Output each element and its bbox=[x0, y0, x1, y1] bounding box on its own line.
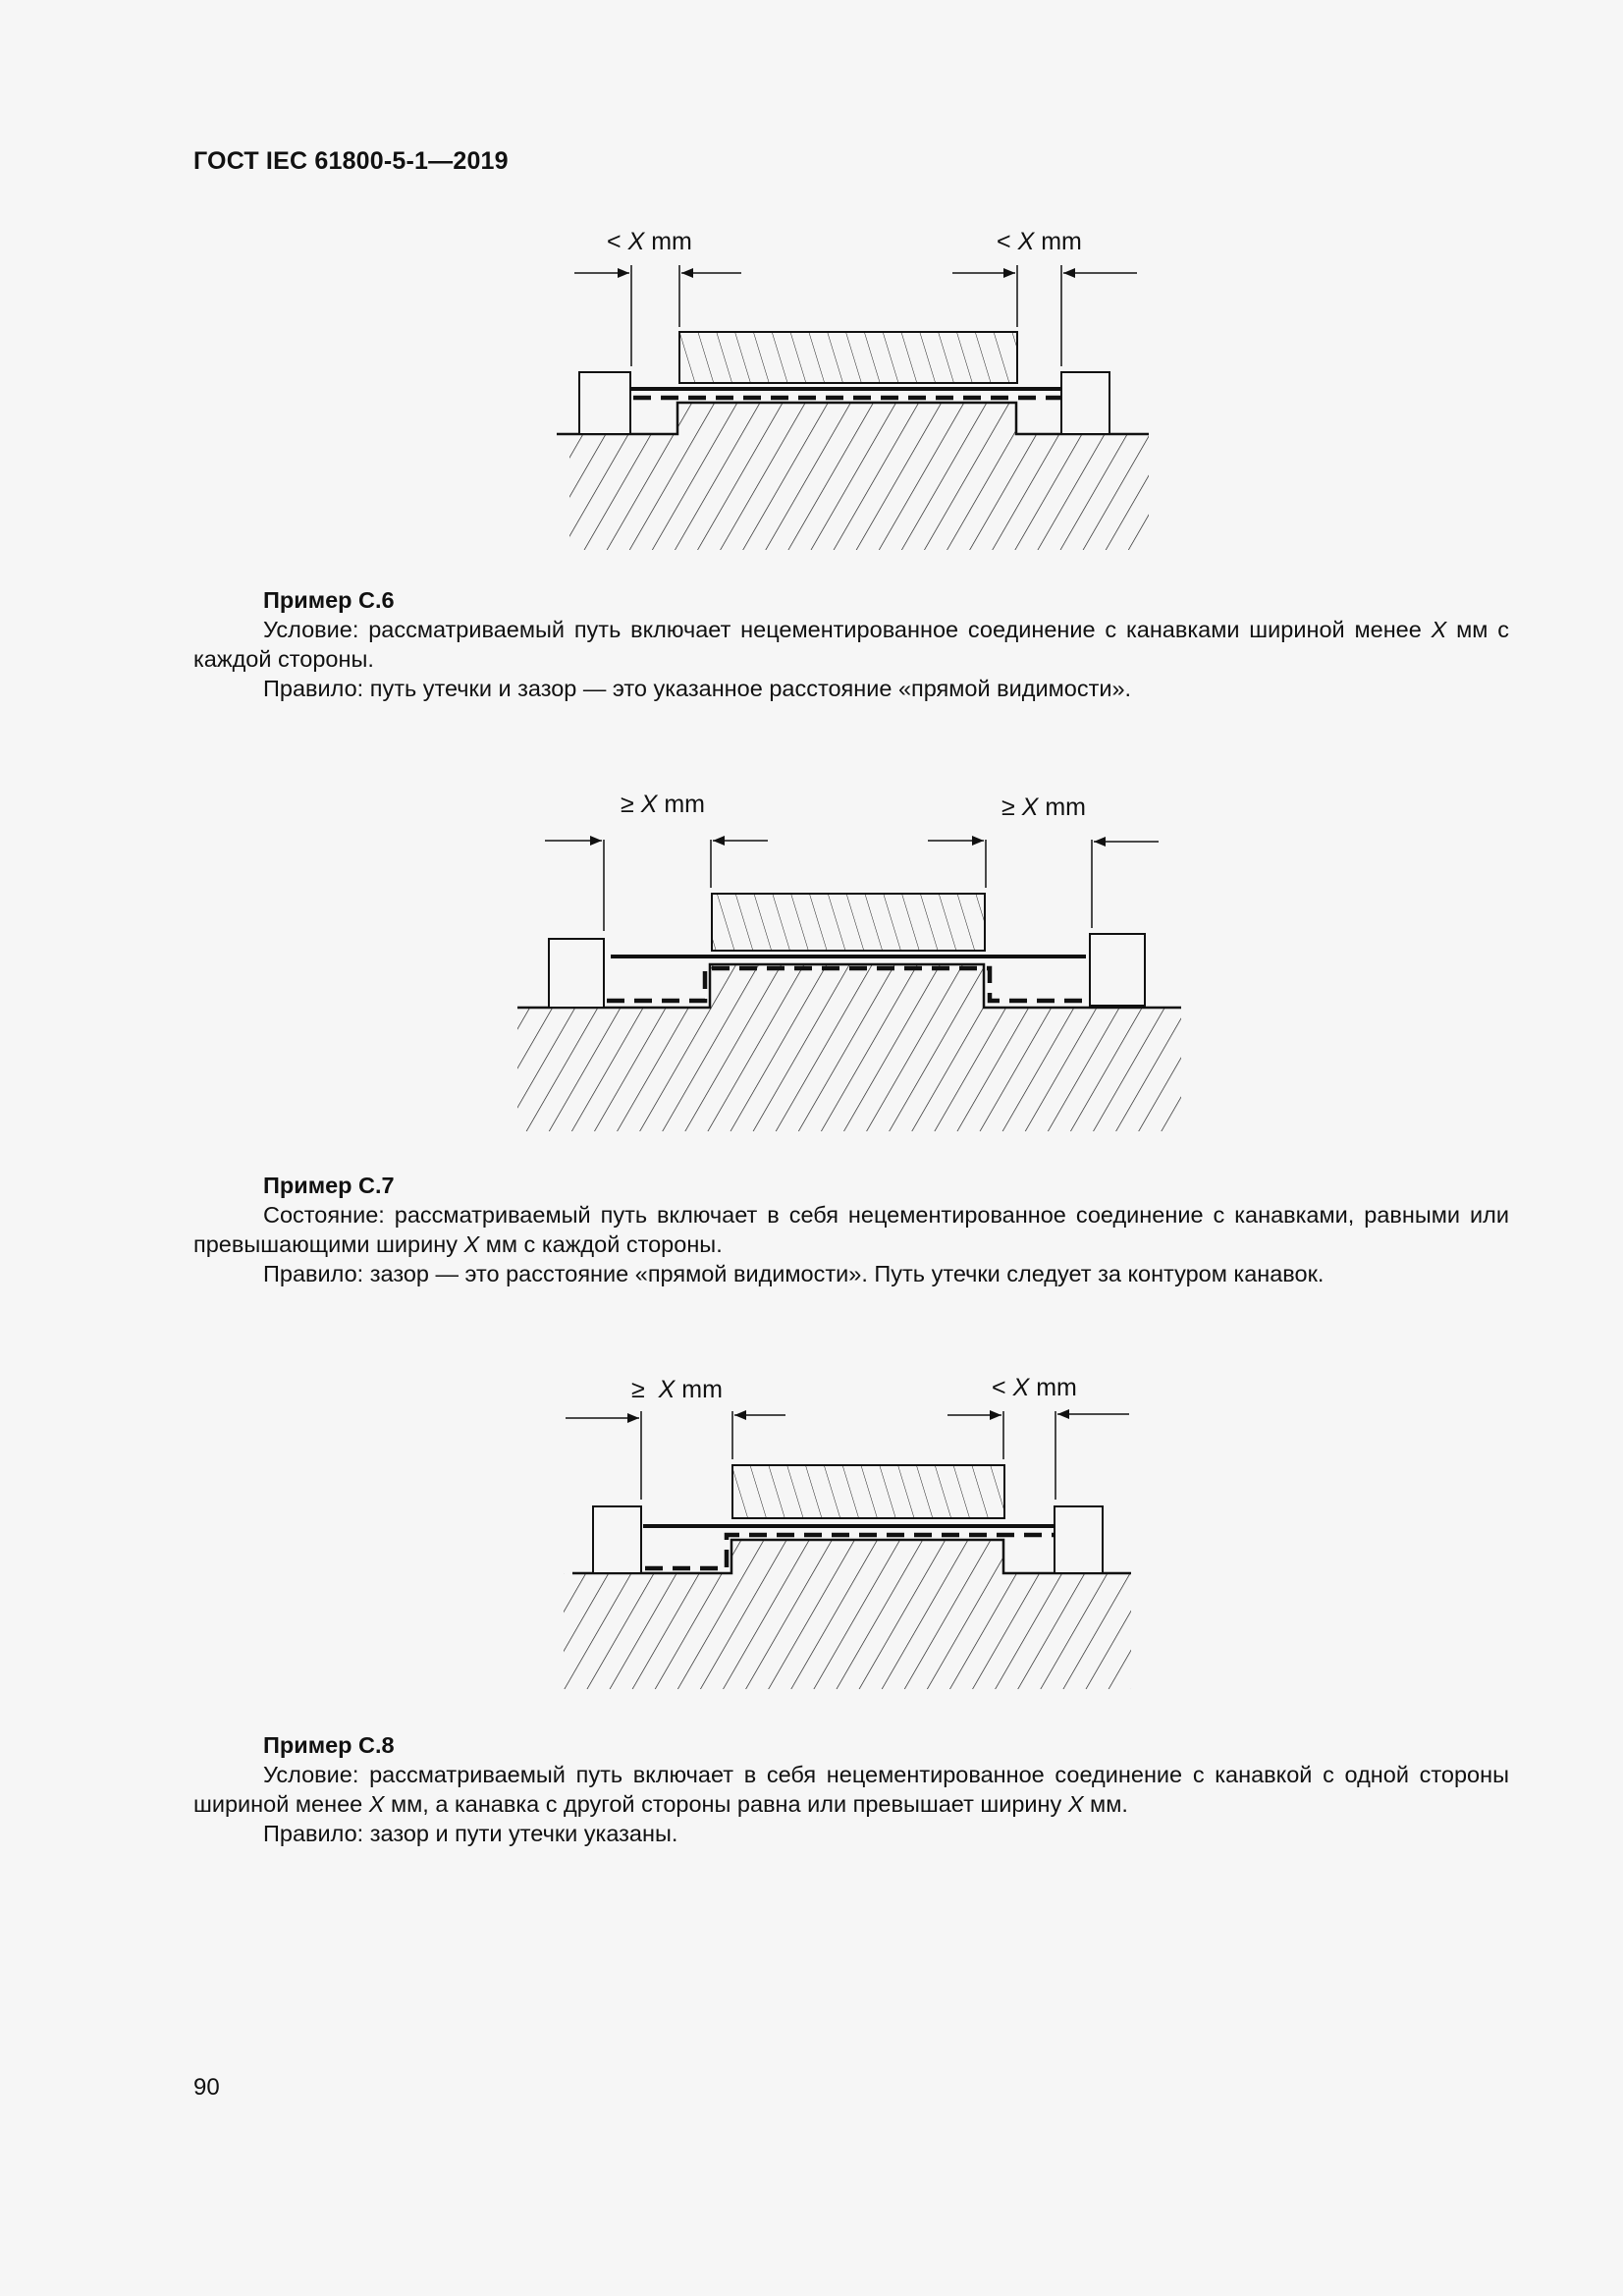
base-block bbox=[564, 1540, 1131, 1689]
dimension-label-left: ≥ X mm bbox=[621, 791, 705, 818]
page-number: 90 bbox=[193, 2074, 220, 2101]
dimension-label-left: ≥ X mm bbox=[631, 1376, 723, 1403]
example-rule: Правило: зазор и пути утечки указаны. bbox=[263, 1821, 678, 1846]
example-title: Пример C.7 bbox=[263, 1173, 395, 1198]
example-c6 bbox=[193, 585, 1509, 703]
example-title: Пример C.6 bbox=[263, 587, 395, 613]
figure-c7 bbox=[0, 786, 1623, 1139]
figure-c6-drawing bbox=[0, 226, 1623, 550]
example-condition: Условие: рассматриваемый путь включает в себя нецементированное соединение с канавкой с одной стороны шириной менее X мм, а канавка с другой стороны равна или превышает ширину X мм. bbox=[193, 1762, 1509, 1817]
left-pad bbox=[549, 939, 604, 1008]
base-block bbox=[517, 964, 1181, 1131]
example-c8 bbox=[193, 1730, 1509, 1848]
dimension-label-right: < X mm bbox=[992, 1374, 1077, 1401]
document-header: ГОСТ IEC 61800-5-1—2019 bbox=[193, 147, 509, 175]
hatched-part bbox=[732, 1465, 1004, 1518]
dimension-label-left: < X mm bbox=[607, 228, 692, 255]
right-pad bbox=[1061, 372, 1109, 434]
right-pad bbox=[1090, 934, 1145, 1006]
example-condition: Состояние: рассматриваемый путь включает в себя нецементированное соединение с канавками, равными или превышающими ширину X мм с каждой стороны. bbox=[193, 1202, 1509, 1257]
left-pad bbox=[579, 372, 630, 434]
hatched-part bbox=[712, 894, 985, 951]
figure-c7-drawing bbox=[0, 786, 1623, 1139]
example-c7 bbox=[193, 1171, 1509, 1288]
example-rule: Правило: зазор — это расстояние «прямой видимости». Путь утечки следует за контуром канавок. bbox=[263, 1261, 1325, 1286]
figure-c8 bbox=[0, 1370, 1623, 1699]
hatched-part bbox=[679, 332, 1017, 383]
dimension-label-right: < X mm bbox=[997, 228, 1082, 255]
dimension-label-right: ≥ X mm bbox=[1001, 793, 1086, 821]
base-block bbox=[557, 403, 1149, 550]
example-title: Пример C.8 bbox=[263, 1732, 395, 1758]
figure-c6 bbox=[0, 226, 1623, 550]
right-pad bbox=[1055, 1506, 1103, 1573]
example-condition: Условие: рассматриваемый путь включает нецементированное соединение с канавками шириной менее X мм с каждой стороны. bbox=[193, 617, 1509, 672]
left-pad bbox=[593, 1506, 641, 1573]
figure-c8-drawing bbox=[0, 1370, 1623, 1699]
example-rule: Правило: путь утечки и зазор — это указанное расстояние «прямой видимости». bbox=[263, 676, 1132, 701]
